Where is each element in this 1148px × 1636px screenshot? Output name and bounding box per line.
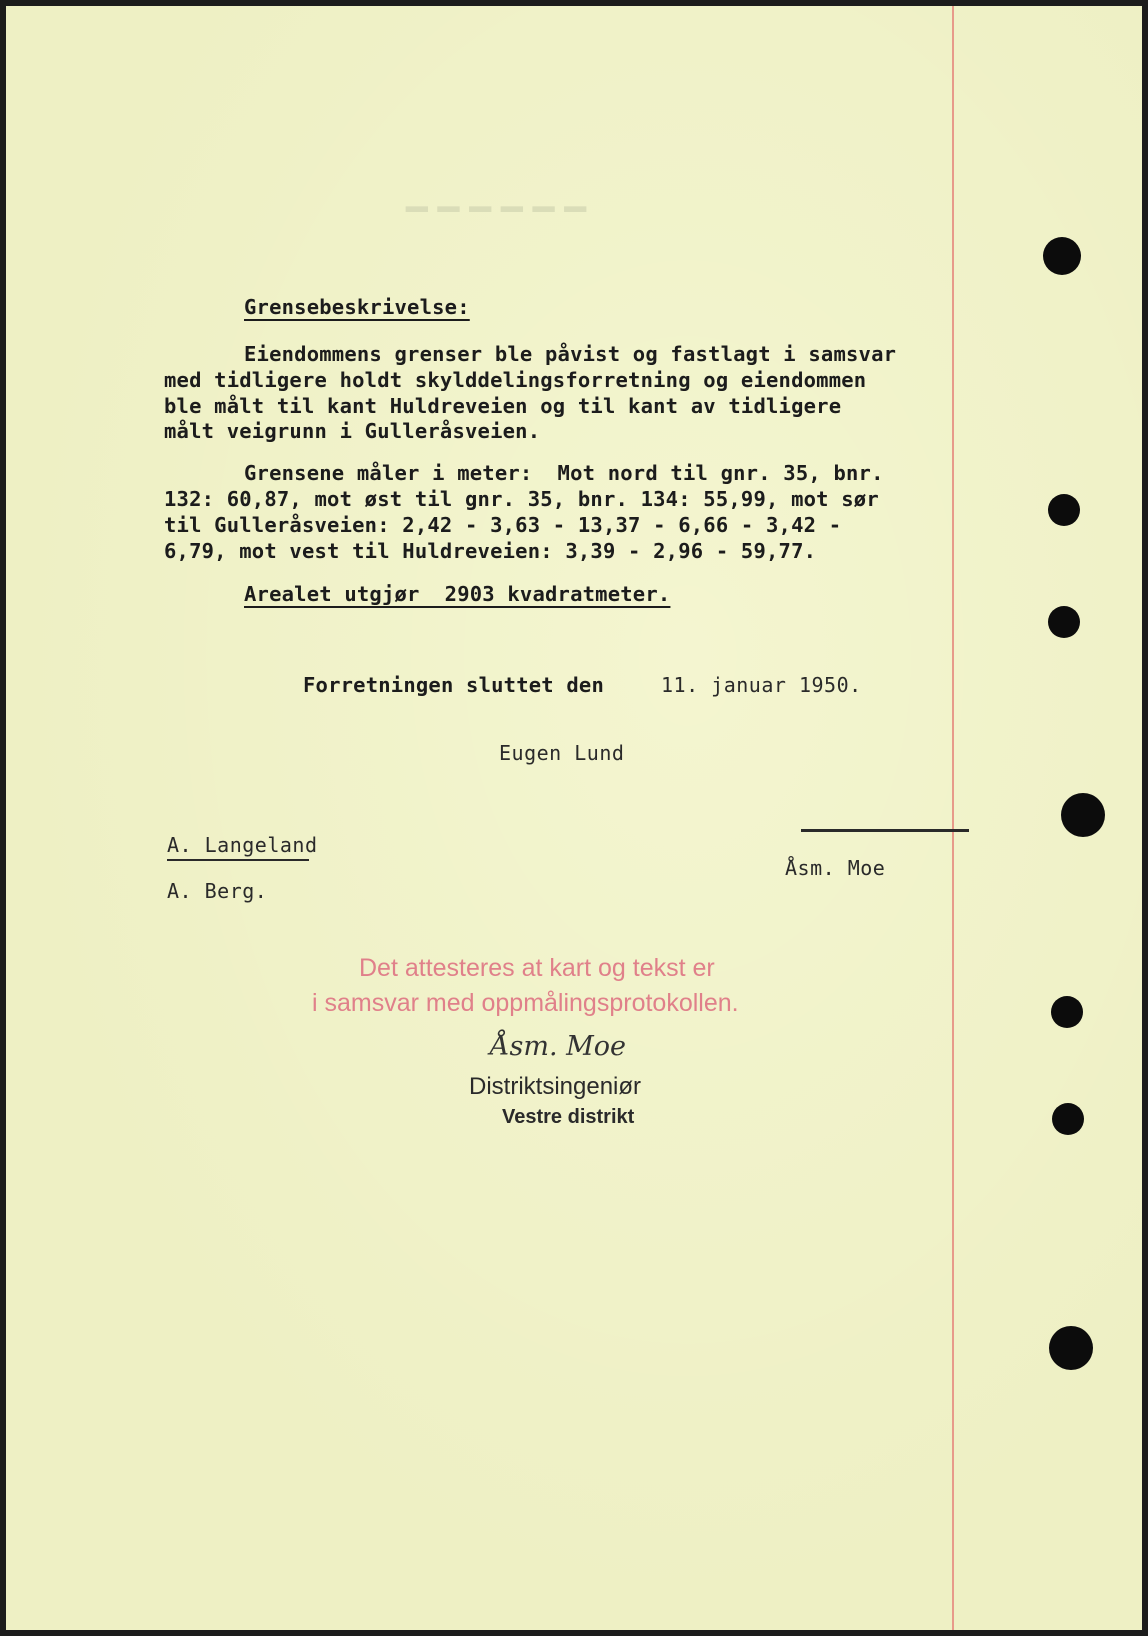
punch-hole — [1061, 793, 1105, 837]
area-statement: Arealet utgjør 2903 kvadratmeter. — [244, 582, 671, 606]
paragraph-1-line: med tidligere holdt skylddelingsforretning og eiendommen — [164, 368, 867, 392]
punch-hole — [1049, 1326, 1093, 1370]
handwritten-signature: Åsm. Moe — [490, 1031, 627, 1062]
paragraph-2-line: til Gulleråsveien: 2,42 - 3,63 - 13,37 - 6,66 - 3,42 - — [164, 513, 842, 537]
punch-hole — [1048, 606, 1080, 638]
paragraph-1-line: ble målt til kant Huldreveien og til kant av tidligere — [164, 394, 842, 418]
stamp-district: Vestre distrikt — [502, 1106, 635, 1128]
paragraph-2-line: 6,79, mot vest til Huldreveien: 3,39 - 2,96 - 59,77. — [164, 539, 817, 563]
paragraph-1-line: målt veigrunn i Gulleråsveien. — [164, 419, 541, 443]
section-heading: Grensebeskrivelse: — [244, 295, 470, 319]
concluded-date: 11. januar 1950. — [661, 673, 862, 697]
margin-line — [952, 6, 954, 1630]
document-page — [6, 6, 1142, 1630]
signatory-left-1: A. Langeland — [167, 833, 318, 857]
punch-hole — [1051, 996, 1083, 1028]
stamp-title: Distriktsingeniør — [469, 1073, 642, 1100]
stamp-line-2: i samsvar med oppmålingsprotokollen. — [312, 989, 739, 1017]
paragraph-2-line: 132: 60,87, mot øst til gnr. 35, bnr. 134: 55,99, mot sør — [164, 487, 879, 511]
concluded-label: Forretningen sluttet den — [303, 673, 605, 697]
show-through-texture: ▁▁▁▁▁▁ — [406, 171, 597, 212]
signatory-center: Eugen Lund — [499, 741, 625, 765]
paragraph-1-line: Eiendommens grenser ble påvist og fastlagt i samsvar — [244, 342, 897, 366]
signature-line-left — [167, 859, 309, 861]
punch-hole — [1052, 1103, 1084, 1135]
signature-line-right — [801, 829, 969, 832]
paragraph-2-line: Grensene måler i meter: Mot nord til gnr. 35, bnr. — [244, 461, 884, 485]
signatory-left-2: A. Berg. — [167, 879, 268, 903]
stamp-line-1: Det attesteres at kart og tekst er — [359, 954, 715, 982]
punch-hole — [1043, 237, 1081, 275]
signatory-right: Åsm. Moe — [785, 856, 886, 880]
punch-hole — [1048, 494, 1080, 526]
